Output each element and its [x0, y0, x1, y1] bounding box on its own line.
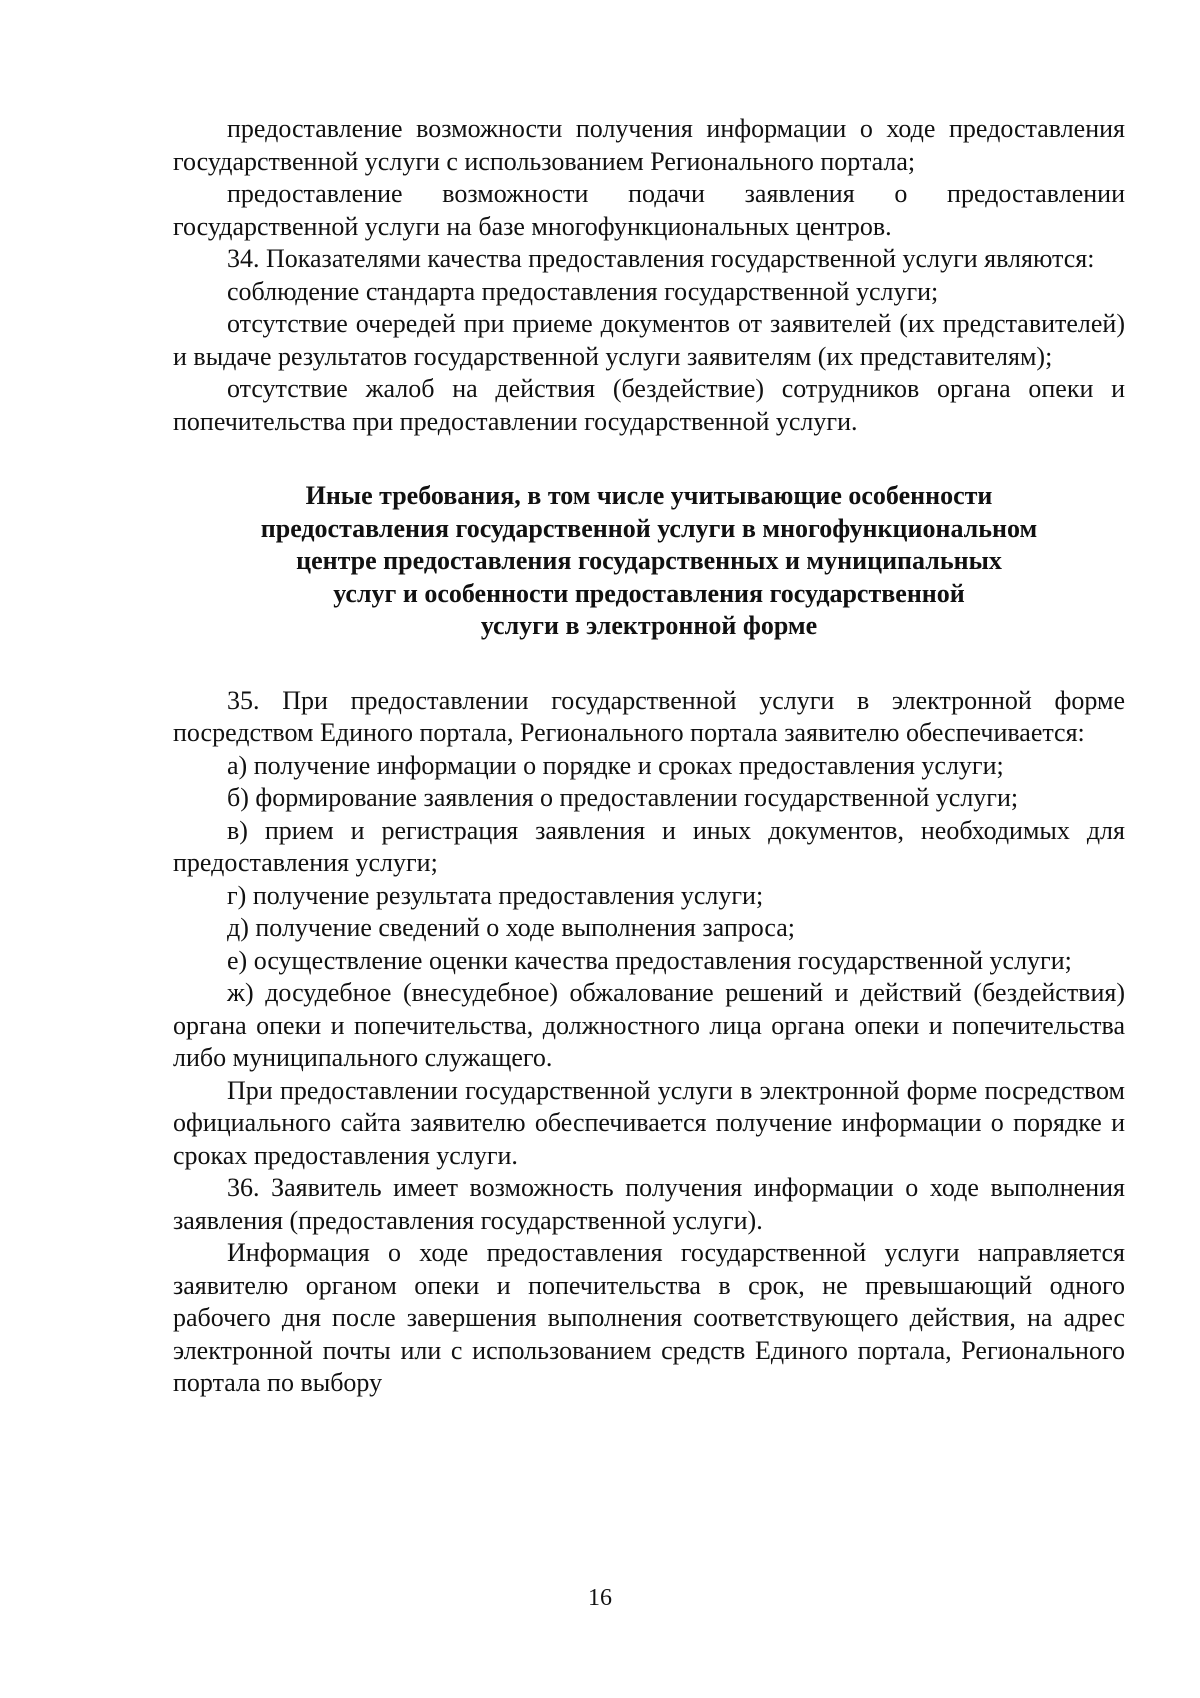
- paragraph-36-progress-info: 36. Заявитель имеет возможность получения информации о ходе выполнения заявления (предоставления государственной услуги).: [173, 1173, 1125, 1235]
- paragraph-progress-info: предоставление возможности получения информации о ходе предоставления государственной услуги с использованием Регионального портала;: [173, 114, 1125, 176]
- list-item-g: г) получение результата предоставления услуги;: [227, 880, 764, 910]
- section-heading: [173, 480, 1125, 643]
- paragraph-35-electronic-form: 35. При предоставлении государственной услуги в электронной форме посредством Единого портала, Регионального портала заявителю обеспечивается:: [173, 685, 1125, 747]
- section-heading-line: услуг и особенности предоставления государственной: [333, 578, 965, 608]
- section-heading-line: услуги в электронной форме: [480, 611, 818, 640]
- paragraph-mfc-submission: предоставление возможности подачи заявления о предоставлении государственной услуги на базе многофункциональных центров.: [173, 179, 1125, 241]
- section-heading-line: центре предоставления государственных и муниципальных: [296, 546, 1002, 575]
- list-item-b: б) формирование заявления о предоставлении государственной услуги;: [227, 783, 1019, 812]
- list-item-d: д) получение сведений о ходе выполнения запроса;: [227, 913, 796, 942]
- list-item-zh: ж) досудебное (внесудебное) обжалование решений и действий (бездействия) органа опеки и попечительства, должностного лица органа опеки и попечительства либо муниципального служащего.: [173, 978, 1125, 1072]
- list-item-e: е) осуществление оценки качества предоставления государственной услуги;: [227, 945, 1072, 975]
- page-number: 16: [588, 1585, 612, 1611]
- section-heading-line: предоставления государственной услуги в многофункциональном: [260, 513, 1038, 543]
- paragraph-standard-compliance: соблюдение стандарта предоставления государственной услуги;: [227, 276, 939, 306]
- section-heading-line: Иные требования, в том числе учитывающие особенности: [305, 481, 993, 510]
- paragraph-no-queues: отсутствие очередей при приеме документов от заявителей (их представителей) и выдаче результатов государственной услуги заявителям (их представителям);: [173, 309, 1125, 371]
- paragraph-notification-terms: Информация о ходе предоставления государственной услуги направляется заявителю органом опеки и попечительства в срок, не превышающий одного рабочего дня после завершения выполнения соответствующего действия, на адрес электронной почты или с использованием средств Единого портала, Регионального портала по выбору: [173, 1238, 1125, 1397]
- document-page: [173, 113, 1125, 1400]
- list-item-a: а) получение информации о порядке и сроках предоставления услуги;: [227, 750, 1004, 780]
- paragraph-no-complaints: отсутствие жалоб на действия (бездействие) сотрудников органа опеки и попечительства при предоставлении государственной услуги.: [173, 374, 1125, 436]
- list-item-v: в) прием и регистрация заявления и иных документов, необходимых для предоставления услуги;: [173, 815, 1125, 877]
- paragraph-34-quality-indicators: 34. Показателями качества предоставления государственной услуги являются:: [227, 244, 1095, 273]
- paragraph-official-site: При предоставлении государственной услуги в электронной форме посредством официального сайта заявителю обеспечивается получение информации о порядке и сроках предоставления услуги.: [173, 1075, 1125, 1170]
